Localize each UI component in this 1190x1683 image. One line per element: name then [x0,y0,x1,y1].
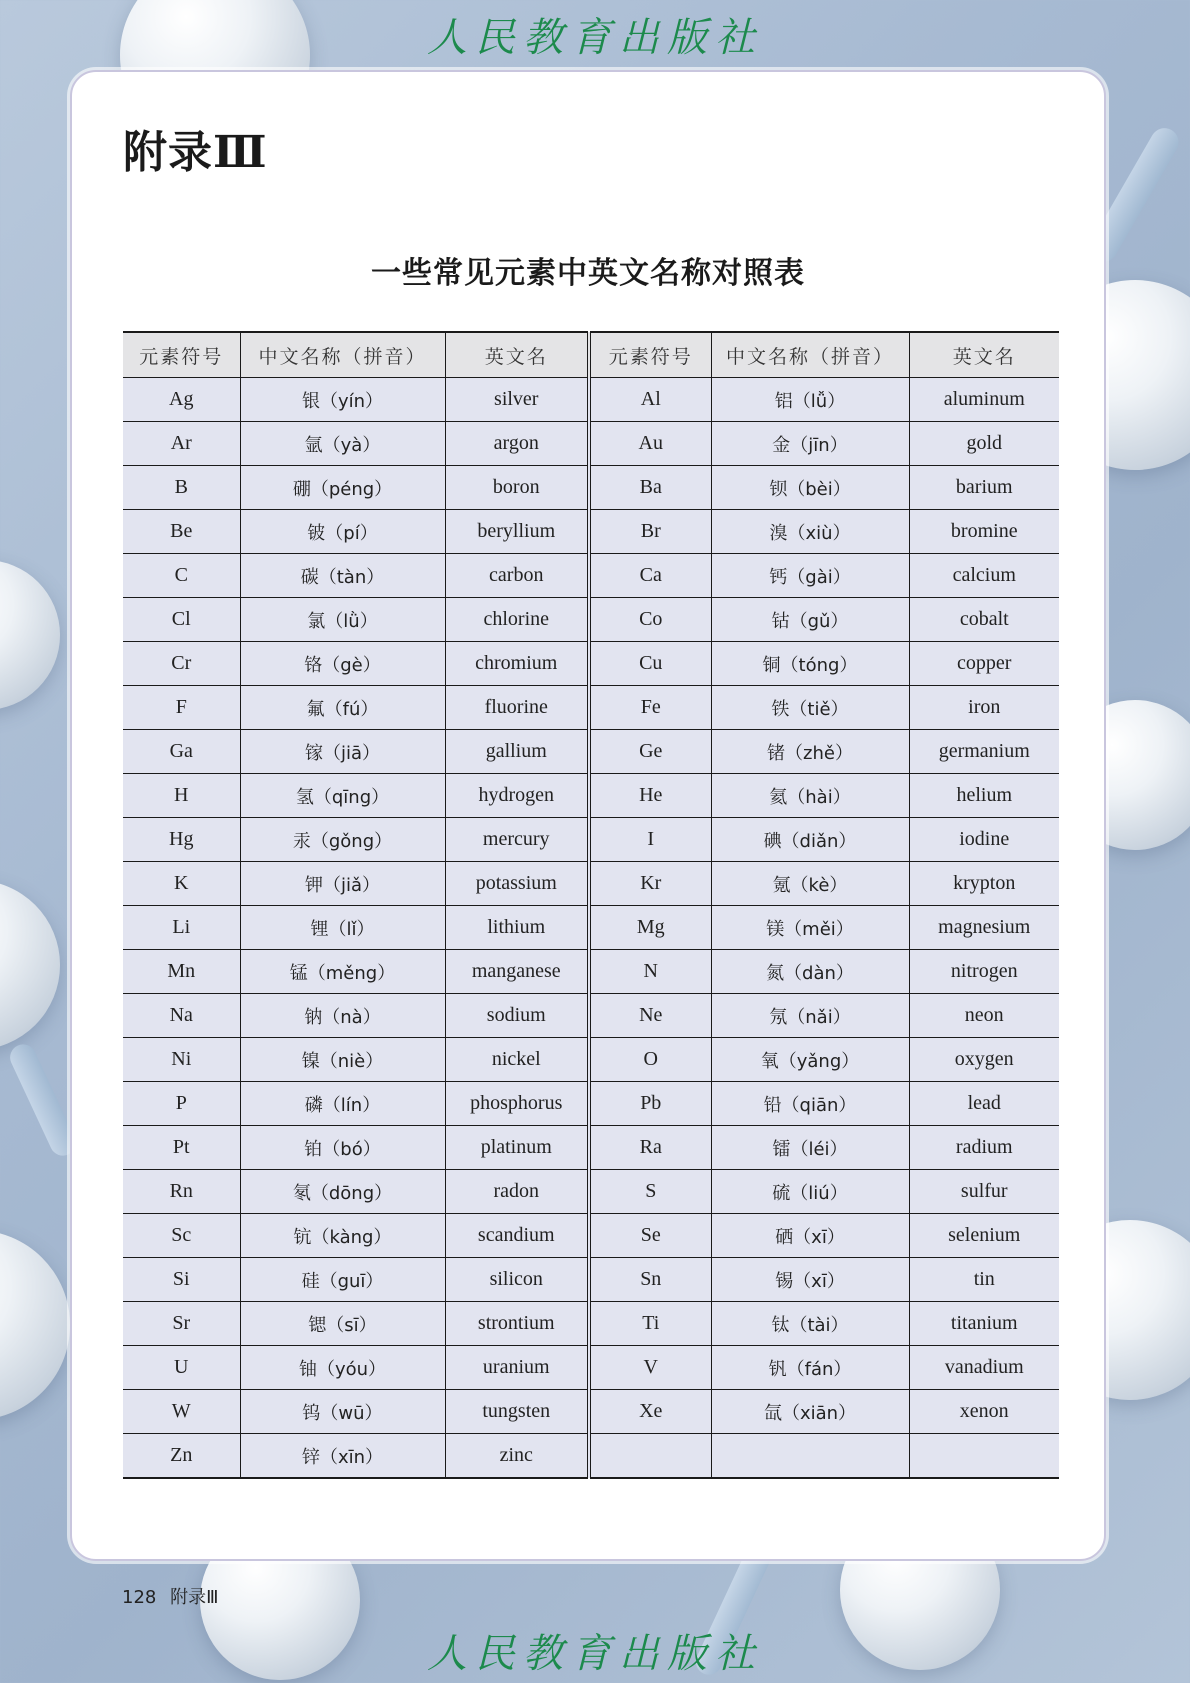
element-english-name: iodine [909,818,1059,862]
element-english-name: scandium [445,1214,589,1258]
element-chinese-name [711,1434,909,1479]
element-english-name: fluorine [445,686,589,730]
table-row [123,950,1059,994]
element-chinese-name: 硒（xī） [711,1214,909,1258]
element-name-table [123,331,1059,1479]
element-symbol: Al [589,378,711,422]
table-title: 一些常见元素中英文名称对照表 [371,256,805,291]
element-english-name: calcium [909,554,1059,598]
table-row [123,906,1059,950]
page-card [70,70,1106,1561]
element-symbol: Au [589,422,711,466]
element-chinese-name: 银（yín） [240,378,445,422]
table-row [123,642,1059,686]
element-symbol: Cu [589,642,711,686]
table-header-row [123,332,1059,378]
element-symbol: Mn [123,950,240,994]
table-row [123,730,1059,774]
element-chinese-name: 锂（lǐ） [240,906,445,950]
element-chinese-name: 金（jīn） [711,422,909,466]
element-symbol: S [589,1170,711,1214]
table-row [123,1170,1059,1214]
element-english-name: radium [909,1126,1059,1170]
element-english-name [909,1434,1059,1479]
element-symbol: Kr [589,862,711,906]
element-chinese-name: 锰（měng） [240,950,445,994]
element-chinese-name: 铝（lǚ） [711,378,909,422]
element-chinese-name: 铀（yóu） [240,1346,445,1390]
element-english-name: radon [445,1170,589,1214]
element-english-name: nickel [445,1038,589,1082]
element-symbol: Sc [123,1214,240,1258]
molecule-sphere [0,1230,70,1420]
element-symbol: Fe [589,686,711,730]
table-row [123,378,1059,422]
element-chinese-name: 氮（dàn） [711,950,909,994]
element-chinese-name: 钒（fán） [711,1346,909,1390]
element-english-name: argon [445,422,589,466]
molecule-bond [6,1040,80,1160]
element-english-name: potassium [445,862,589,906]
element-chinese-name: 锶（sī） [240,1302,445,1346]
element-chinese-name: 镭（léi） [711,1126,909,1170]
element-chinese-name: 镓（jiā） [240,730,445,774]
element-english-name: aluminum [909,378,1059,422]
element-english-name: vanadium [909,1346,1059,1390]
table-row [123,1258,1059,1302]
element-symbol: Ni [123,1038,240,1082]
table-row [123,1390,1059,1434]
element-table-container [123,331,1059,1479]
element-english-name: oxygen [909,1038,1059,1082]
element-chinese-name: 磷（lín） [240,1082,445,1126]
element-symbol: Zn [123,1434,240,1479]
element-english-name: chromium [445,642,589,686]
element-chinese-name: 钴（gǔ） [711,598,909,642]
page-footer [122,1583,219,1609]
element-chinese-name: 镍（niè） [240,1038,445,1082]
element-chinese-name: 氦（hài） [711,774,909,818]
footer-section: 附录Ⅲ [170,1587,219,1608]
table-row [123,1346,1059,1390]
publisher-logo-top: 人民教育出版社 [427,15,763,61]
element-chinese-name: 钨（wū） [240,1390,445,1434]
table-row [123,1126,1059,1170]
element-chinese-name: 镁（měi） [711,906,909,950]
element-symbol: Ba [589,466,711,510]
element-symbol: Ag [123,378,240,422]
element-chinese-name: 铜（tóng） [711,642,909,686]
element-english-name: iron [909,686,1059,730]
element-chinese-name: 氧（yǎng） [711,1038,909,1082]
element-symbol: V [589,1346,711,1390]
element-english-name: chlorine [445,598,589,642]
element-symbol: Sn [589,1258,711,1302]
element-symbol: Co [589,598,711,642]
element-symbol: Cr [123,642,240,686]
element-english-name: mercury [445,818,589,862]
appendix-title: 附录Ⅲ [123,127,268,178]
element-english-name: carbon [445,554,589,598]
element-chinese-name: 钾（jiǎ） [240,862,445,906]
element-symbol: H [123,774,240,818]
element-chinese-name: 氪（kè） [711,862,909,906]
element-chinese-name: 钡（bèi） [711,466,909,510]
element-chinese-name: 溴（xiù） [711,510,909,554]
element-english-name: sulfur [909,1170,1059,1214]
element-english-name: silicon [445,1258,589,1302]
element-chinese-name: 汞（gǒng） [240,818,445,862]
element-symbol: Hg [123,818,240,862]
element-english-name: gold [909,422,1059,466]
element-chinese-name: 锗（zhě） [711,730,909,774]
element-chinese-name: 铁（tiě） [711,686,909,730]
table-row [123,1082,1059,1126]
element-chinese-name: 铅（qiān） [711,1082,909,1126]
element-chinese-name: 铂（bó） [240,1126,445,1170]
table-row [123,1214,1059,1258]
element-english-name: selenium [909,1214,1059,1258]
element-symbol [589,1434,711,1479]
element-english-name: tin [909,1258,1059,1302]
element-chinese-name: 锡（xī） [711,1258,909,1302]
table-row [123,818,1059,862]
table-row [123,994,1059,1038]
publisher-logo-bottom: 人民教育出版社 [427,1631,763,1677]
element-symbol: Sr [123,1302,240,1346]
element-symbol: C [123,554,240,598]
element-english-name: helium [909,774,1059,818]
element-english-name: manganese [445,950,589,994]
table-row [123,774,1059,818]
element-symbol: Si [123,1258,240,1302]
table-row [123,510,1059,554]
element-english-name: uranium [445,1346,589,1390]
element-english-name: barium [909,466,1059,510]
page-number: 128 [122,1587,157,1608]
element-english-name: zinc [445,1434,589,1479]
element-english-name: lead [909,1082,1059,1126]
element-chinese-name: 氯（lǜ） [240,598,445,642]
element-english-name: beryllium [445,510,589,554]
element-symbol: Ti [589,1302,711,1346]
element-symbol: B [123,466,240,510]
element-symbol: Br [589,510,711,554]
element-chinese-name: 碘（diǎn） [711,818,909,862]
element-symbol: Ge [589,730,711,774]
element-english-name: gallium [445,730,589,774]
element-symbol: Ar [123,422,240,466]
element-chinese-name: 氖（nǎi） [711,994,909,1038]
table-row [123,1302,1059,1346]
element-symbol: N [589,950,711,994]
table-row [123,1434,1059,1479]
element-symbol: I [589,818,711,862]
element-symbol: F [123,686,240,730]
element-chinese-name: 铬（gè） [240,642,445,686]
element-symbol: Na [123,994,240,1038]
element-english-name: strontium [445,1302,589,1346]
element-chinese-name: 氡（dōng） [240,1170,445,1214]
table-row [123,1038,1059,1082]
header-chinese-name: 中文名称（拼音） [240,332,445,378]
element-chinese-name: 钪（kàng） [240,1214,445,1258]
element-symbol: Li [123,906,240,950]
element-chinese-name: 硅（guī） [240,1258,445,1302]
element-english-name: phosphorus [445,1082,589,1126]
element-symbol: Mg [589,906,711,950]
element-symbol: O [589,1038,711,1082]
element-symbol: K [123,862,240,906]
element-symbol: Rn [123,1170,240,1214]
element-symbol: U [123,1346,240,1390]
element-symbol: Se [589,1214,711,1258]
element-english-name: boron [445,466,589,510]
element-symbol: Ca [589,554,711,598]
molecule-sphere [0,560,60,710]
element-symbol: W [123,1390,240,1434]
element-english-name: magnesium [909,906,1059,950]
element-english-name: bromine [909,510,1059,554]
element-english-name: neon [909,994,1059,1038]
element-symbol: Ne [589,994,711,1038]
table-row [123,598,1059,642]
header-symbol: 元素符号 [589,332,711,378]
header-english-name: 英文名 [445,332,589,378]
header-chinese-name: 中文名称（拼音） [711,332,909,378]
header-symbol: 元素符号 [123,332,240,378]
element-chinese-name: 碳（tàn） [240,554,445,598]
element-chinese-name: 铍（pí） [240,510,445,554]
element-symbol: Be [123,510,240,554]
element-english-name: titanium [909,1302,1059,1346]
molecule-sphere [0,880,60,1050]
element-chinese-name: 氩（yà） [240,422,445,466]
element-english-name: sodium [445,994,589,1038]
element-english-name: copper [909,642,1059,686]
element-symbol: P [123,1082,240,1126]
element-chinese-name: 氙（xiān） [711,1390,909,1434]
element-symbol: He [589,774,711,818]
element-symbol: Ra [589,1126,711,1170]
element-chinese-name: 硫（liú） [711,1170,909,1214]
table-row [123,686,1059,730]
element-chinese-name: 钛（tài） [711,1302,909,1346]
element-english-name: germanium [909,730,1059,774]
element-english-name: silver [445,378,589,422]
header-english-name: 英文名 [909,332,1059,378]
element-chinese-name: 钠（nà） [240,994,445,1038]
element-symbol: Xe [589,1390,711,1434]
element-chinese-name: 氟（fú） [240,686,445,730]
element-symbol: Ga [123,730,240,774]
element-english-name: nitrogen [909,950,1059,994]
element-symbol: Cl [123,598,240,642]
table-row [123,862,1059,906]
table-row [123,422,1059,466]
element-english-name: cobalt [909,598,1059,642]
element-english-name: lithium [445,906,589,950]
element-symbol: Pt [123,1126,240,1170]
element-english-name: tungsten [445,1390,589,1434]
element-english-name: krypton [909,862,1059,906]
table-row [123,466,1059,510]
element-chinese-name: 锌（xīn） [240,1434,445,1479]
element-symbol: Pb [589,1082,711,1126]
element-chinese-name: 氢（qīng） [240,774,445,818]
element-chinese-name: 钙（gài） [711,554,909,598]
element-english-name: platinum [445,1126,589,1170]
element-english-name: hydrogen [445,774,589,818]
element-english-name: xenon [909,1390,1059,1434]
table-row [123,554,1059,598]
element-chinese-name: 硼（péng） [240,466,445,510]
